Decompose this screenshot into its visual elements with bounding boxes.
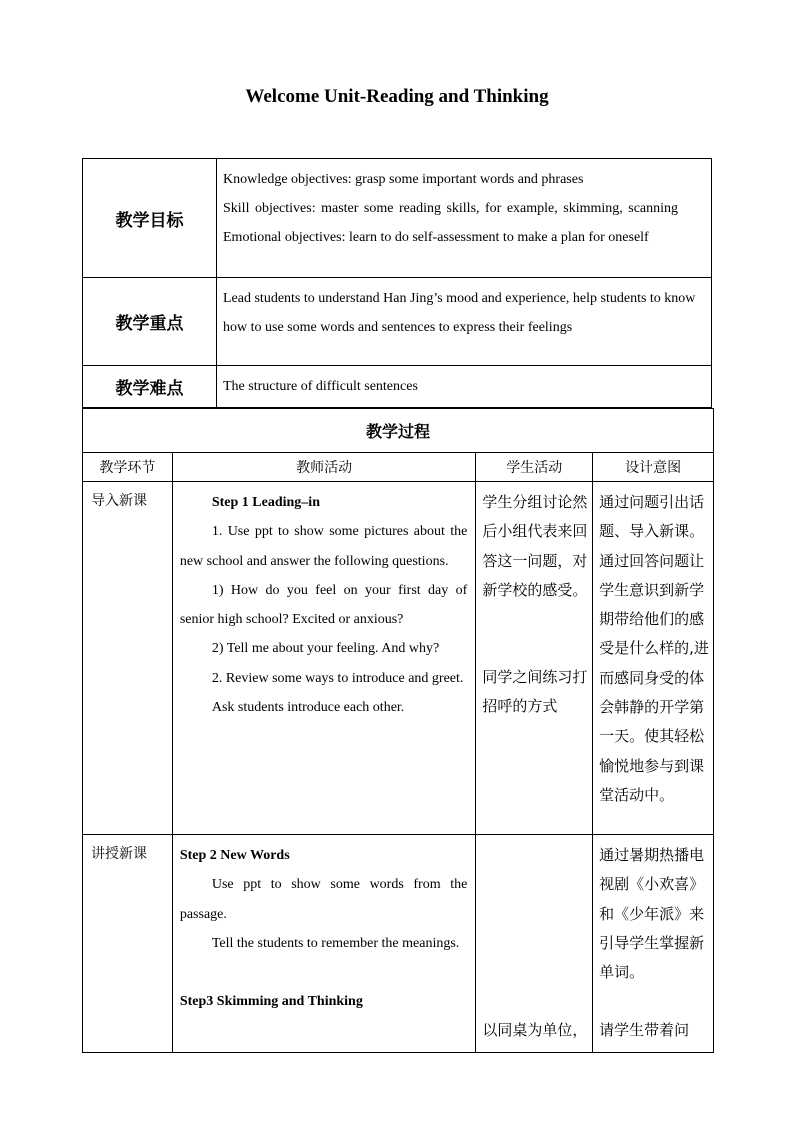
difficult-text: The structure of difficult sentences <box>223 379 418 394</box>
goal-skill: Skill objectives: master some reading skills, for example, skimming, scanning <box>223 201 679 216</box>
goal-knowledge: Knowledge objectives: grasp some important words and phrases <box>223 172 584 187</box>
intent-text: 通过暑期热播电视剧《小欢喜》和《少年派》来引导学生掌握新单词。 <box>599 846 705 982</box>
phase-new: 讲授新课 <box>83 835 173 1053</box>
teacher-line: Ask students introduce each other. <box>211 700 405 716</box>
intent-text: 请学生带着问 <box>599 1021 690 1040</box>
phase-intro: 导入新课 <box>83 482 173 835</box>
intent-cell-new <box>593 835 714 1053</box>
intent-text: 通过问题引出话题、导入新课。通过回答问题让学生意识到新学期带给他们的感受是什么样的,进而感同身受的体会韩静的开学第一天。使其轻松愉悦地参与到课堂活动中。 <box>599 493 709 804</box>
page-title: Welcome Unit-Reading and Thinking <box>245 86 549 107</box>
key-label: 教学重点 <box>83 278 217 366</box>
goals-cell <box>217 159 712 278</box>
process-table <box>82 408 714 1053</box>
student-cell-intro <box>476 482 593 835</box>
teacher-line: Use ppt to show some words from the passage. <box>179 877 468 922</box>
student-text: 以同桌为单位， <box>482 1021 588 1040</box>
goals-label: 教学目标 <box>83 159 217 278</box>
objectives-table <box>82 158 712 408</box>
difficult-cell <box>217 366 712 408</box>
intent-cell-intro <box>593 482 714 835</box>
teacher-line: 2. Review some ways to introduce and greet. <box>211 670 464 686</box>
teacher-line: 2) Tell me about your feeling. And why? <box>211 641 440 657</box>
header-phase: 教学环节 <box>83 453 173 482</box>
key-text: Lead students to understand Han Jing’s mood and experience, help students to know how to use some words and sentences to express their feelings <box>223 291 696 335</box>
teacher-cell-new <box>172 835 475 1053</box>
header-teacher: 教师活动 <box>172 453 475 482</box>
teacher-line: 1. Use ppt to show some pictures about the new school and answer the following questions. <box>179 524 468 569</box>
step2-title: Step 2 New Words <box>179 848 290 863</box>
student-text: 同学之间练习打招呼的方式 <box>482 668 588 716</box>
teacher-cell-intro <box>172 482 475 835</box>
step1-title: Step 1 Leading–in <box>211 495 320 510</box>
goal-emotional: Emotional objectives: learn to do self-assessment to make a plan for oneself <box>223 230 649 245</box>
student-text: 学生分组讨论然后小组代表来回答这一问题，对新学校的感受。 <box>482 493 588 599</box>
difficult-label: 教学难点 <box>83 366 217 408</box>
step3-title: Step3 Skimming and Thinking <box>179 994 363 1010</box>
header-intent: 设计意图 <box>593 453 714 482</box>
student-cell-new <box>476 835 593 1053</box>
teacher-line: Tell the students to remember the meanings. <box>211 935 460 951</box>
teacher-line: 1) How do you feel on your first day of senior high school? Excited or anxious? <box>179 582 468 628</box>
key-cell <box>217 278 712 366</box>
process-title: 教学过程 <box>83 409 714 453</box>
header-student: 学生活动 <box>476 453 593 482</box>
